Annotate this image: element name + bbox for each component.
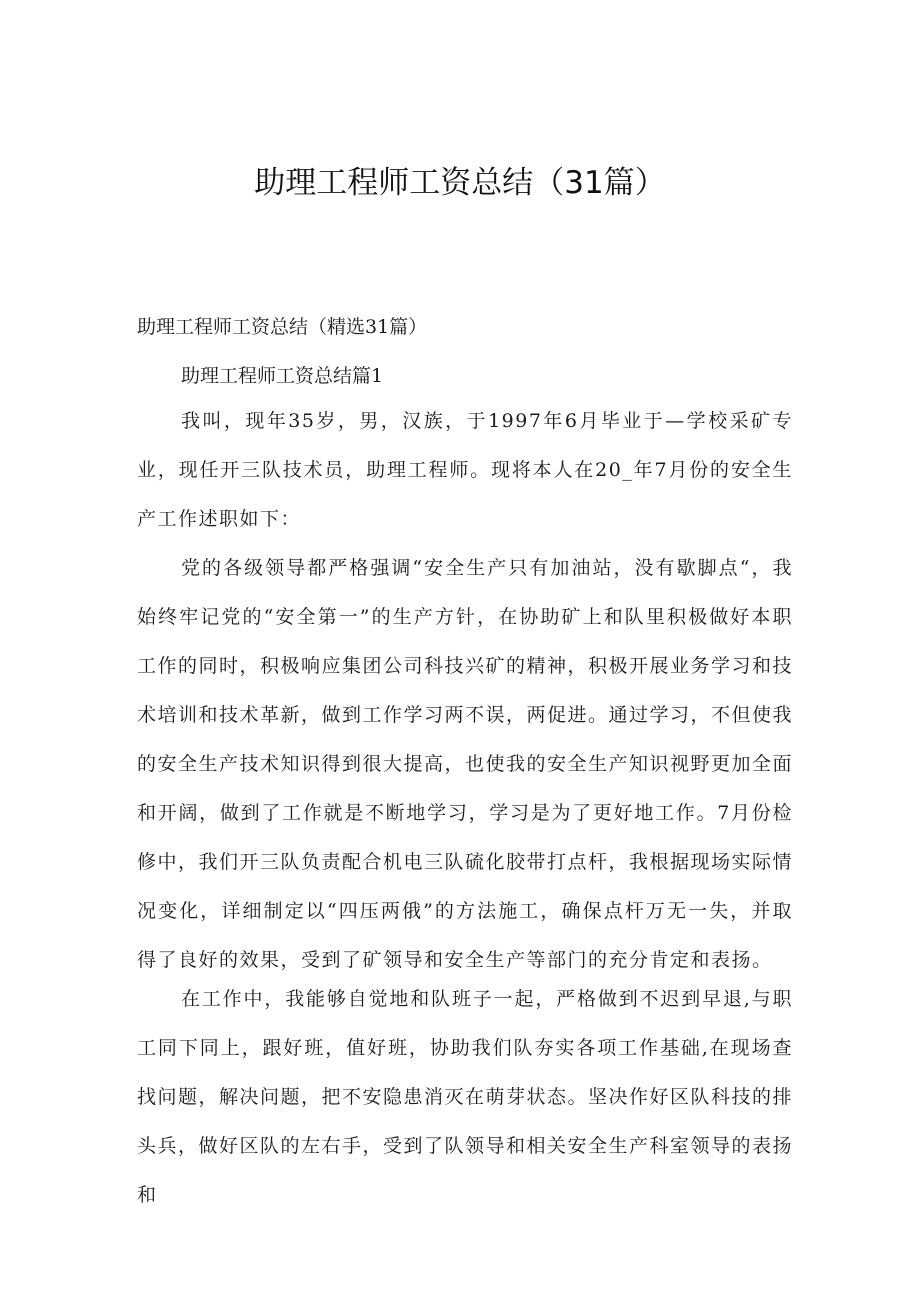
paragraph-1: 我叫，现年35岁，男，汉族，于1997年6月毕业于—学校采矿专业，现任开三队技术员，助理工程师。现将本人在20_年7月份的安全生产工作述职如下： [137,410,793,530]
paragraph-2: 党的各级领导都严格强调“安全生产只有加油站，没有歇脚点“，我始终牢记党的“安全第一”的生产方针，在协助矿上和队里积极做好本职工作的同时，积极响应集团公司科技兴矿的精神，积极开展业务学习和技术培训和技术革新，做到工作学习两不误，两促进。通过学习，不但使我的安全生产技术知识得到很大提高，也使我的安全生产知识视野更加全面和开阔，做到了工作就是不断地学习，学习是为了更好地工作。7月份检修中，我们开三队负责配合机电三队硫化胶带打点杆，我根据现场实际情况变化，详细制定以“四压两俄”的方法施工，确保点杆万无一失，并取得了良好的效果，受到了矿领导和安全生产等部门的充分肯定和表扬。 [137,557,794,971]
section-heading: 助理工程师工资总结篇1 [181,365,384,387]
paragraph-3: 在工作中，我能够自觉地和队班子一起，严格做到不迟到早退,与职工同下同上，跟好班，值好班，协助我们队夯实各项工作基础,在现场查找问题，解决问题，把不安隐患消灭在萌芽状态。坚决作好区队科技的排头兵，做好区队的左右手，受到了队领导和相关安全生产科室领导的表扬和 [137,988,794,1206]
document-subtitle: 助理工程师工资总结（精选31篇） [137,316,428,338]
document-title: 助理工程师工资总结（31篇） [254,165,666,201]
